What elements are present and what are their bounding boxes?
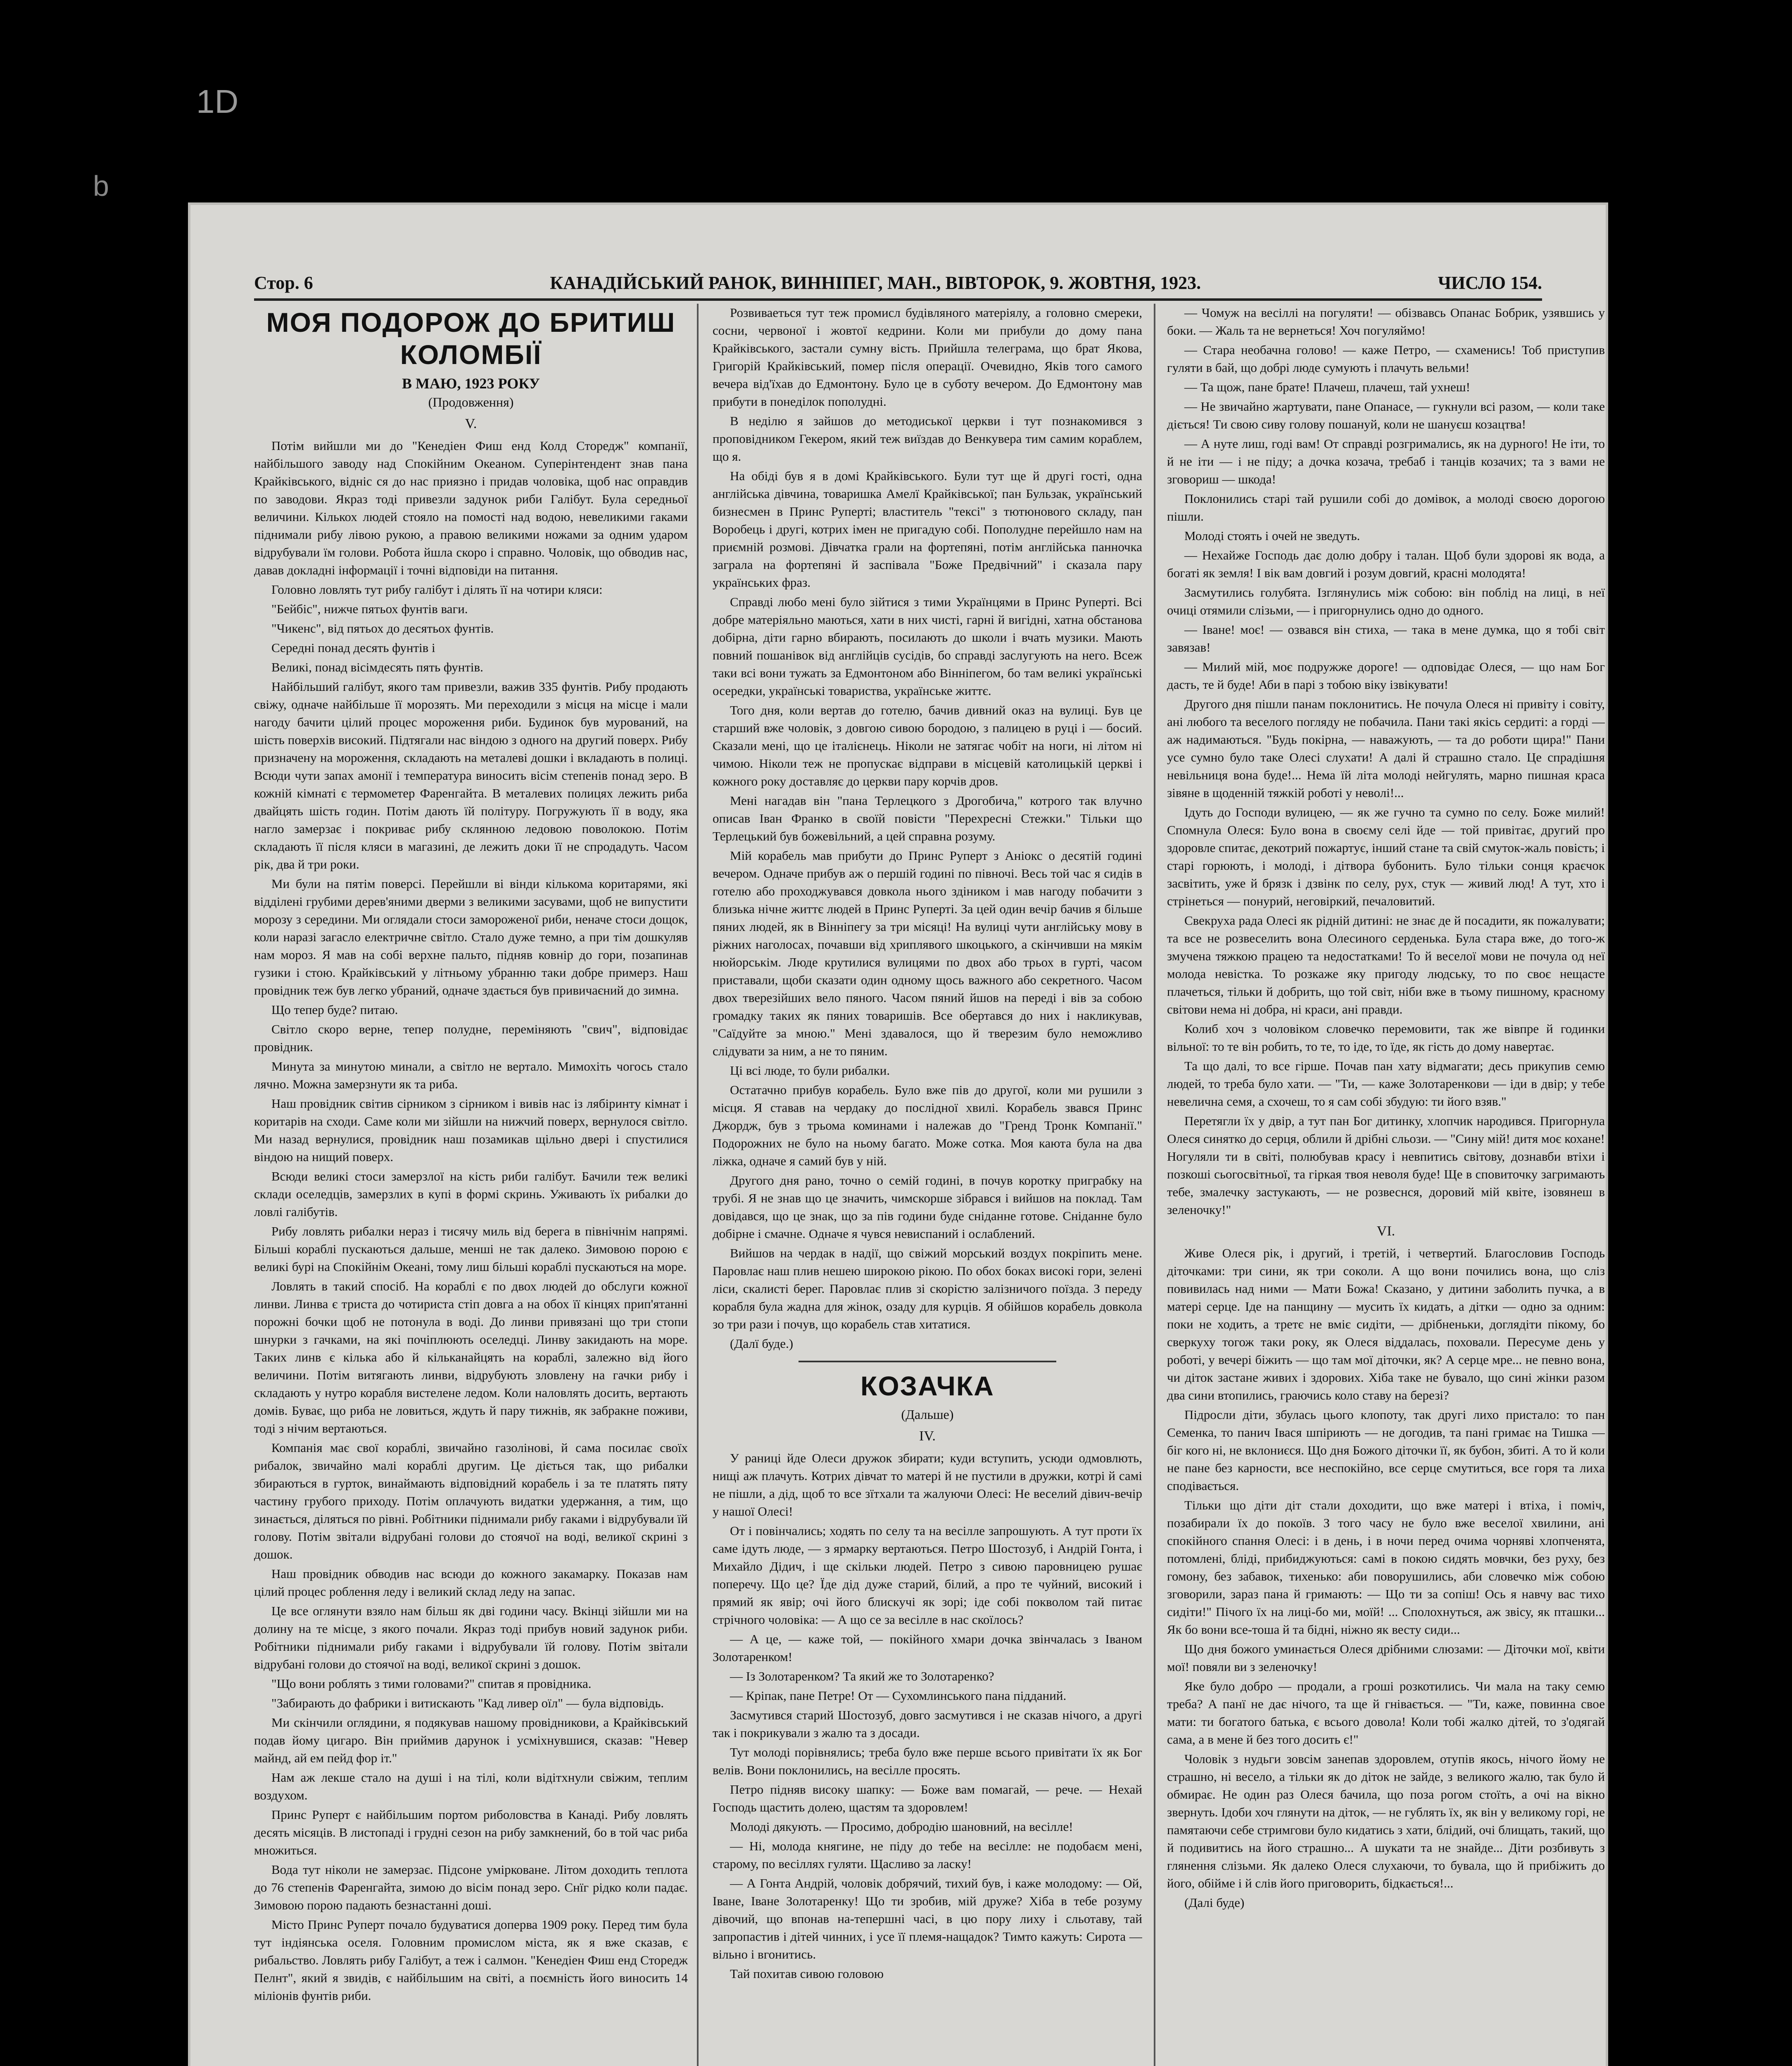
- paragraph: Потім вийшли ми до "Кенедіен Фиш енд Колд Сторедж" компанії, найбільшого заводу над Спокійним Океаном. Суперінтендент знав пана Крайківського, відніс ся до нас приязно і придав чоловіка, щоб нас оправдив по заводови. Якраз тоді привезли задунок риби Галібут. Була середньої величини. Кількох людей стояло на помості над водою, невеликими гаками піднимали рибу лівою рукою, а правою великими ножами за одним ударом відрубували їм голови. Робота йшла скоро і справно. Чоловік, що обводив нас, давав докладні інформації і точні відповіди на питання.: [254, 438, 688, 577]
- paragraph: Другого дня пішли панам поклонитись. Не почула Олеся ні привіту і совіту, ані любого та веселого погляду не побачила. Пани такі якісь сердиті: а горді — аж надимаються. "Будь покірна, — наважують, — та до роботи щира!" Пани усе сумно було таке Олесі слухати! А далі й страшно стало. Це спрадішня невільниця вона буде!... Нема їй літа молоді нейгулять, марно пишная краса зівяне в щоденній тяжкій роботі у неволі!...: [1167, 697, 1605, 800]
- paragraph: — Із Золотаренком? Та який же то Золотаренко?: [730, 1669, 994, 1683]
- corner-handwritten-mark: 1D: [196, 83, 239, 120]
- article-body-trip-continued: [713, 304, 1142, 1352]
- article-body-kozachka: [713, 1449, 1142, 1983]
- article-title-kozachka: КОЗАЧКА: [860, 1371, 994, 1401]
- paragraph: Ми були на пятім поверсі. Перейшли ві вінди кількома коритарями, які відділені грубими дерев'яними дверми з великими засувами, щоб не випустити морозу з середини. Ми оглядали стоси замороженої риби, неначе стоси дощок, коли наразі загасло електричне світло. Стало дуже темно, а при тім дошкуляв нам мороз. Я мав на собі верхне пальто, підняв ковнір до гори, позапинав гузики і стою. Крайківський у літньому убранню таки добре примерз. Наш провідник теж був легко убраний, одначе здається був привичаєний до зимна.: [254, 876, 688, 997]
- section-number: IV.: [919, 1428, 936, 1444]
- paragraph: Великі, понад вісімдесять пять фунтів.: [271, 660, 483, 674]
- paragraph: Свекруха рада Олесі як рідній дитині: не знає де й посадити, як пожалувати; та все не розвеселить вона Олесиного серденька. Була стара вже, до того-ж змучена тяжкою працею та недостатками! То й веселої мови не почула од неї молода невістка. То розкаже яку пригоду людську, то по своє нещасте плачеться, тільки й добрить, що той світ, ніби вже в тьому пишному, красному світови нема ні добра, ні краси, ані правди.: [1167, 913, 1605, 1016]
- paragraph: Вийшов на чердак в надії, що свіжий морський воздух покріпить мене. Паровлає наш плив нешею широкою рікою. По обох боках високі гори, зелені ліси, скалисті берег. Паровлає плив зі скорістю залізничого поїзда. З переду корабля була жадна для жінок, озаду для курців. Я обійшов корабель довкола зо три рази і почув, що корабель став хитатися.: [713, 1246, 1142, 1331]
- paragraph: — Милий мій, моє подружже дороге! — одповідає Олеся, — що нам Бог дасть, те й буде! Аби в парі з тобою віку ізвікувати!: [1167, 659, 1605, 692]
- paragraph: Молоді дякують. — Просимо, добродію шановний, на весілле!: [730, 1819, 1073, 1834]
- paragraph: Вода тут ніколи не замерзає. Підсоне умірковане. Літом доходить теплота до 76 степенів Фаренгайта, зимою до вісім понад зеро. Снїг рідко коли падає. Зимовою порою падають безнастанні доші.: [254, 1862, 688, 1912]
- paragraph: "Чикенс", від пятьох до десятьох фунтів.: [271, 621, 494, 636]
- paragraph: — Кріпак, пане Петре! От — Сухомлинського пана підданий.: [730, 1688, 1067, 1703]
- masthead: КАНАДІЙСЬКИЙ РАНОК, ВИННІПЕГ, МАН., ВІВТОРОК, 9. ЖОВТНЯ, 1923.: [550, 273, 1201, 293]
- paragraph: У раниці йде Олеси дружок збирати; куди вступить, усюди одмовлють, нищі аж плачуть. Котрих дівчат то матері й не пустили в дружки, котрі й самі не пішли, а дід, щоб то все зїтхали та жалуючи Олесі: Не веселий дівич-вечір у нашої Олесі!: [713, 1451, 1142, 1519]
- paragraph: Другого дня рано, точно о семій годині, в почув коротку приграбку на трубі. Я не знав що це значить, чимскорше зібрався і вийшов на поклад. Там довідався, що це знак, що за пів години буде сніданне готове. Сніданне було добірне і смачне. Одначе я чувся невиспаний і ослаблений.: [713, 1173, 1142, 1241]
- article-body-trip: [254, 437, 688, 2004]
- article-separator: [799, 1361, 1056, 1362]
- paragraph: — А це, — каже той, — покійного хмари дочка звінчалась з Іваном Золотаренком!: [713, 1632, 1142, 1664]
- paragraph: (Далі буде): [1184, 1895, 1245, 1910]
- column-1: [254, 304, 688, 2066]
- page-number: Стор. 6: [254, 273, 313, 293]
- article-body-kozachka-continued: [1167, 304, 1605, 1219]
- section-number: V.: [465, 416, 477, 431]
- paragraph: Наш провідник світив сірником з сірником і вивів нас із лябіринту кімнат і коритарів на сходи. Саме коли ми зійшли на нижчий поверх, вернулося світло. Ми назад вернулися, провідник наш позамикав щільно двері і спустилися віндою на нищий поверх.: [254, 1096, 688, 1164]
- paragraph: Чоловік з нудьги зовсім занепав здоровлем, отупів якось, нічого йому не страшно, ні весело, а тільки як до діток не зайде, з великого жалю, так було й обмирає. Не один раз Олеся бачила, що поза рогом стоїть, а очі на вікно звернуть. Ідоби хоч глянути на діток, — не гублять їх, як він у великому горі, не памятаючи себе стримгови було кидатись з хати, блідий, очі блищать, такий, що й подивитись на його страшно... А шукати та не знайде... Діти розбивуть з глянення слізьми. Як далеко Олеся слухаючи, то бувала, що й прибіжить до його, обійме і й слів його приговорить, бідкається!...: [1167, 1752, 1605, 1890]
- side-handwritten-mark: b: [93, 170, 109, 202]
- paragraph: Всюди великі стоси замерзлої на кість риби галібут. Бачили теж великі склади оселедців, замерзлих в купі в формі скринь. Уживають їх рибалки до ловлі галібутів.: [254, 1169, 688, 1219]
- paragraph: Тільки що діти діт стали доходити, що вже матері і втіха, і поміч, позабирали їх до покоїв. З того часу не було вже веселої хвилини, ані спокійного спання Олесі: і в день, і в ночи перед очима чорняві хлопченята, потомлені, бліді, прибиджуються: самі в покою сидять мовчки, без руху, без гомону, без забавок, тихенько: аби поворушились, аби словечко між собою зговорили, зараз пана й гримають: — Що ти за сопіш! Ось я навчу вас тихо сидіти!" Пічого їх на лиці-бо ми, моїй! ... Сполохнуться, аж звісу, як пташки... Як бо вони все-тоша й та бідні, ніжно як весту сиди...: [1167, 1498, 1605, 1637]
- section-number: VI.: [1376, 1223, 1395, 1239]
- paragraph: Головно ловлять тут рибу галібут і ділять її на чотири кляси:: [271, 582, 603, 597]
- paragraph: Принс Руперт є найбільшим портом риболовства в Канаді. Рибу ловлять десять місяців. В листопаді і грудні сезон на рибу замкнений, бо в той час риба множиться.: [254, 1807, 688, 1857]
- column-rule-1: [697, 304, 699, 2066]
- paragraph: Підросли діти, збулась цього клопоту, так другі лихо пристало: то пан Семенка, то панич Івася шпіриють — не догодив, та пані гримає на Тишка — біг кого ні, не вклониєся. Що дня Божого діточки її, як бубон, збиті. А то й коли не пане без карности, все неспокійно, все серце смутиться, все горя та лиха сподівається.: [1167, 1407, 1605, 1493]
- paragraph: Петро підняв високу шапку: — Боже вам помагай, — рече. — Нехай Господь щастить долею, щастям та здоровлем!: [713, 1782, 1142, 1814]
- paragraph: Молоді стоять і очей не зведуть.: [1184, 528, 1360, 543]
- paragraph: От і повінчались; ходять по селу та на весілле запрошують. А тут проти їх саме ідуть люде, — з ярмарку вертаються. Петро Шостозуб, і Андрій Гонта, і Михайло Дідич, і ще скільки людей. Петро з сивою паровницею рушає поперечу. Що це? Їде дід дуже старий, білий, а про те чуйний, високий і прямий як явір; очі його блискучі як зорі; іде собі покволом тай питає стрічного чоловіка: — А що се за весілле в нас скоїлось?: [713, 1523, 1142, 1627]
- paragraph: Це все оглянути взяло нам більш як дві години часу. Вкінці зійшли ми на долину на те місце, з якого почали. Якраз тоді прибув новий задунок риби. Робітники піднимали рибу гаками і відрубували їй голову. Потім звітали відрубані голови до стоячої на воді, великої скрині з дошок.: [254, 1604, 688, 1671]
- paragraph: Справді любо мені було зійтися з тими Українцями в Принс Руперті. Всі добре матеріяльно маються, хати в них чисті, гарні й вигідні, хатна обстанова добірна, діти гарно вбирають, посилають до школи і вчать музики. Мають повний пошанівок від англійців сусідів, бо справді заслугують на него. Всеж таки всі вони тужать за Едмонтоном або Вінніпегом, бо там великі українські осередки, українські товариства, українське життє.: [713, 595, 1142, 698]
- paragraph: Тут молоді порівнялись; треба було вже перше всього привітати їх як Бог велів. Вони поклонились, на весілле просять.: [713, 1745, 1142, 1777]
- paragraph: — Та щож, пане брате! Плачеш, плачеш, тай ухнеш!: [1184, 380, 1470, 394]
- paragraph: На обіді був я в домі Крайківського. Були тут ще й другі гості, одна англійська дівчина, товаришка Амелї Крайківської; пан Бульзак, український бизнесмен в Принс Руперті; властитель "тексі" з тютюнового складу, пан Воробець і другі, котрих імен не пригадую собі. Пополудне перейшло нам на приємній розмові. Дівчатка грали на фортепяні, потім англійська панночка заграла на фортепяні й заспівала "Боже Предвічний" і сказала пару українських фраз.: [713, 469, 1142, 590]
- paragraph: Місто Принс Руперт почало будуватися доперва 1909 року. Перед тим була тут індіянська оселя. Головним промислом міста, як я вже сказав, є рибальство. Ловлять рибу Галібут, а теж і салмон. "Кенедіен Фиш енд Сторедж Пелнт", який я звидів, є найбільшим на світі, а поємність його виносить 14 міліонів фунтів риби.: [254, 1917, 688, 2003]
- paragraph: "Бейбіс", нижче пятьох фунтів ваги.: [271, 602, 468, 616]
- paragraph: Рибу ловлять рибалки нераз і тисячу миль від берега в північнім напрямі. Більші кораблі пускаються дальше, менші не так далеко. Зимовою порою є великі бурі на Спокійнім Океані, тому лиш більші кораблі пускаються на море.: [254, 1224, 688, 1274]
- paragraph: Ловлять в такий спосіб. На кораблі є по двох людей до обслуги кожної линви. Линва є триста до чотириста стіп довга а на обох її кінцях прип'ятанні порожні бочки щоб не потонула в воді. До линви привязані що три стопи шнурки з гачками, на які почіплюють оселедці. Линву закидають на море. Таких линв є кілька або й кільканайцять на кораблі, залежно від його величини. Потім витягають линви, відрубують зловлену на гачки рибу і складають у нутро корабля вистелене ледом. Коли наловлять досить, вертають домів. Буває, що риба не ловиться, ждуть й пару тижнів, як забракне поживи, тоді з нічим вертаються.: [254, 1279, 688, 1435]
- paragraph: Поклонились старі тай рушили собі до домівок, а молоді своєю дорогою пішли.: [1167, 491, 1605, 524]
- paragraph: В неділю я зайшов до методиської церкви і тут познакомився з проповідником Гекером, який теж виїздав до Венкувера тим самим кораблем, що я.: [713, 414, 1142, 464]
- paragraph: Що дня божого уминається Олеся дрібними слюзами: — Діточки мої, квіти мої! повяли ви з зеленочку!: [1167, 1642, 1605, 1674]
- paragraph: Що тепер буде? питаю.: [271, 1002, 398, 1017]
- paragraph: Наш провідник обводив нас всюди до кожного закамарку. Показав нам цілий процес роблення леду і великий склад леду на запас.: [254, 1566, 688, 1599]
- paragraph: Найбільший галібут, якого там привезли, важив 335 фунтів. Рибу продають свіжу, одначе найбільше її морозять. Ми переходили з місця на місце і мали нагоду бачити цілий процес мороження риби. Будинок був мурований, на шість поверхів високий. Підтягали нас віндою з одного на другий поверх. Рибу призначену на мороження, складають на металеві дошки і вкладають в полиці. Всюди чути запах амонії і температура виносить вісім степенів понад зеро. В кожній кімнаті є термометер Фаренгайта. В металевих полицях лежить риба двайцять шість годин. Потім дають їй політуру. Погружують її в воду, яка нагло замерзає і покриває рибу склянною ледовою поволокою. Потім складають її після кляси в магазині, де лежить доки її не спродадуть. Часом рік, два й три роки.: [254, 679, 688, 871]
- paragraph: — Стара необачна голово! — каже Петро, — схаменись! Тоб приступив гуляти в бай, що добрі люде сумують і плачуть вельми!: [1167, 343, 1605, 375]
- paragraph: — А Гонта Андрій, чоловік добрячий, тихий був, і каже молодому: — Ой, Іване, Іване Золотаренку! Що ти зробив, мій друже? Хіба в тебе розуму дівочий, що впонав на-тепершні часі, в цю пору лиху і сльотаву, тай запропастив і дітей чинних, і усе її племя-нащадок? Тимто кажуть: Сирота — вільно і вгонитись.: [713, 1876, 1142, 1961]
- paragraph: Того дня, коли вертав до готелю, бачив дивний оказ на вулиці. Був це старший вже чоловік, з довгою сивою бородою, з палицею в руці і — босий. Сказали мені, що це італієнець. Ніколи не затягає чобіт на ноги, ні літом ні чимою. Ніколи теж не пропускає відправи в місцевій католицькій церкві і кожного року доставляє до церкви пару корчів дров.: [713, 703, 1142, 788]
- paragraph: — Нехайже Господь дає долю добру і талан. Щоб були здорові як вода, а богаті як земля! І вік вам довгий і розум довгий, красні молодята!: [1167, 548, 1605, 580]
- paragraph: Колиб хоч з чоловіком словечко перемовити, так же вівпре й годинки вільної: то те він робить, то те, то іде, то їде, як гість до дому навертає.: [1167, 1021, 1605, 1054]
- paragraph: Ці всі люде, то були рибалки.: [730, 1063, 890, 1078]
- paragraph: — Не звичайно жартувати, пане Опанасе, — гукнули всі разом, — коли таке діється! Ти свою сиву голову пошануй, коли не шануєш козацтва!: [1167, 399, 1605, 431]
- paragraph: "Забирають до фабрики і витискають "Кад ливер оїл" — була відповідь.: [271, 1696, 664, 1710]
- paragraph: Мій корабель мав прибути до Принс Руперт з Аніокс о десятій годині вечером. Одначе прибув аж о першій годині по півночі. Весь той час я сидів в готелю або проходжувався довкола нього здіником і мав нагоду побачити з близька нічне життє людей в Принс Руперті. За цей один вечір бачив я більше пяних людей, як в Вінніпегу за три місяці! На вулиці чути англійську мову в ріжних наголосах, почавши від хриплявого шкоцького, а скінчивши на мякім нюйорськім. Люде крутилися вулицями по двох або трьох в гурті, часом приставали, щоби сказати один одному щось важного або секретного. Часом двох тверезійших вело пяного. Часом пяний йшов на переді і вів за собою громадку таких як пяних товаришів. Все обертався до них і накликував, "Саїдуйте за мною." Мені здавалося, що й тверезим було неможливо слідувати за ним, а не то пяним.: [713, 848, 1142, 1058]
- paragraph: Світло скоро верне, тепер полудне, переміняють "свич", відповідає провідник.: [254, 1022, 688, 1054]
- article-title-trip: МОЯ ПОДОРОЖ ДО БРИТИШ КОЛОМБІЇ: [266, 307, 676, 370]
- column-3: [1167, 304, 1605, 1998]
- paragraph: (Далї буде.): [730, 1336, 794, 1351]
- issue-number: ЧИСЛО 154.: [1438, 273, 1542, 293]
- paragraph: Ми скінчили оглядини, я подякував нашому провідникови, а Крайківський подав йому цигаро. Він приймив дарунок і усміхнувшися, сказав: "Невер майнд, ай ем пейд фор іт.": [254, 1715, 688, 1765]
- paragraph: Засмутився старий Шостозуб, довго засмутився і не сказав нічого, а другі так і покрикували з жалю та з досади.: [713, 1708, 1142, 1740]
- paragraph: — Чомуж на весіллі на погуляти! — обізвавсь Опанас Бобрик, узявшись у боки. — Жаль та не вернеться! Хоч погуляймо!: [1167, 305, 1605, 338]
- article-continued: (Продовження): [428, 395, 514, 409]
- article-body-kozachka-part-six: [1167, 1244, 1605, 1911]
- paragraph: Нам аж лекше стало на душі і на тілі, коли відітхнули свіжим, теплим воздухом.: [254, 1770, 688, 1802]
- paragraph: "Що вони роблять з тими головами?" спитав я провідника.: [271, 1676, 592, 1691]
- paragraph: — А нуте лиш, годі вам! От справді розгримались, як на дурного! Не іти, то й не іти — і не піду; а дочка козача, требаб і танців козачих; та з вами не зговориш — шкода!: [1167, 436, 1605, 486]
- paragraph: — Ні, молода княгине, не піду до тебе на весілле: не подобаєм мені, старому, по весіллях гуляти. Щасливо за ласку!: [713, 1839, 1142, 1871]
- paragraph: Мені нагадав він "пана Терлецкого з Дрогобича," котрого так влучно описав Іван Франко в своїй повісти "Перехресні Стежки." Тільки що Терлецький був божевільний, а цей справна розуму.: [713, 793, 1142, 843]
- column-2: [713, 304, 1142, 2066]
- paragraph: — Іване! моє! — озвався він стиха, — така в мене думка, що я тобі світ завязав!: [1167, 622, 1605, 655]
- column-rule-2: [1154, 304, 1155, 2066]
- newspaper-page: [188, 202, 1608, 2066]
- paragraph: Розвиваеться тут теж промисл будівляного матеріялу, а головно смереки, сосни, червоної і жовтої кедрини. Коли ми прибули до дому пана Крайківського, застали сумну вість. Прийшла телеграма, що брат Якова, Григорій Крайківський, помер після операції. Очевидно, Яків того самого вечера від'їхав до Едмонтону. Було це в суботу вечером. До Едмонтону мав прибути в понеділок пополудні.: [713, 305, 1142, 409]
- paragraph: Перетягли їх у двір, а тут пан Бог дитинку, хлопчик народився. Пригорнула Олеся синятко до серця, облили й дрібні сльози. — "Сину мій! дитя моє кохане! Ногуляли ти в світі, полюбував красу і невпитись світову, дознавби втіхи і позкоші сьогосвітньої, та гіркая твоя неволя буде! Ще в сповиточку загримають тебе, змалечку застукають, — не розвеснся, доровий мій квіте, ізовянеш в зеленочку!": [1167, 1114, 1605, 1217]
- article-subtitle: В МАЮ, 1923 РОКУ: [402, 375, 540, 392]
- paragraph: Живе Олеся рік, і другий, і третій, і четвертий. Благословив Господь діточками: три сини, як три соколи. А що вони почились вона, що сліз повивилась над ними — Мати Божа! Сказано, у дитини заболить пучка, а в матері серце. Іде на панщину — мусить їх кидать, а дітки — одно за одним: поки не ходить, а третє не вміє сидіти, — дрібненьки, доглядіти пікому, бо сверкуху тогож таки року, як Олеся віддалась, поховали. Пересуме день у роботі, у вечері біжить — що там мої діточки, як? А серце мре... не певно вона, чи діток застане живих і здорових. Хіба таке не бувало, що сині жінки разом два сини втопились, граючись коло ставу на березі?: [1167, 1246, 1605, 1402]
- paragraph: Засмутились голубята. Ізглянулись між собою: він поблід на лиці, в неї очиці отямили слізьми, — і пригорнулись одно до одного.: [1167, 585, 1605, 617]
- paragraph: Компанія має свої кораблі, звичайно газолінові, й сама посилає своїх рибалок, звичайно малі кораблі другим. Це діється так, що рибалки збираються в гурток, винаймають відповідний корабель і за те платять пяту частину грубого приходу. Потім оплачують видатки удержання, а тим, що зинається, діляться по рівні. Робітники піднимали рибу гаками і відрубували їй голову. Потім звітали відрубані голови до стоячої на воді, великої скрині з дошок.: [254, 1440, 688, 1561]
- article-continued: (Дальше): [901, 1407, 954, 1422]
- paragraph: Яке було добро — продали, а гроші розкотились. Чи мала на таку семю треба? А панї не дає нічого, та ще й гнівається. — "Ти, каже, повинна свое мати: ти богатого батька, є всього довола! Коли тобі жалко дітей, то з'одягай сама, а в мене й без того досить є!": [1167, 1679, 1605, 1747]
- paragraph: Тай похитав сивою головою: [730, 1966, 884, 1981]
- paragraph: Минута за минутою минали, а світло не вертало. Мимохіть чогось стало лячно. Можна замерзнути як та риба.: [254, 1059, 688, 1091]
- paragraph: Та що далі, то все гірше. Почав пан хату відмагати; десь прикупив семю людей, то треба було хати. — "Ти, — каже Золотаренкови — іди в двір; у тебе невелична семя, а схочеш, то я сам собі збудую: ти його взяв.": [1167, 1059, 1605, 1109]
- paragraph: Ідуть до Господи вулицею, — як же гучно та сумно по селу. Боже милий! Спомнула Олеся: Було вона в своєму селі йде — той привітає, другий про здоровле спитає, декотрий пожартує, інший стане та свій смуток-жаль повість; і старі горюють, і молоді, і дітвора бубонить. Було тільки сонця краєчок засвітить, уже й брязк і дзвінк по селу, рух, стук — живий люд! А тут, хто і стрінеться — понурий, неговіркий, печаловитий.: [1167, 805, 1605, 908]
- paragraph: Середні понад десять фунтів і: [271, 640, 435, 655]
- page-header: [254, 258, 1542, 301]
- paragraph: Остатачно прибув корабель. Було вже пів до другої, коли ми рушили з місця. Я ставав на чердаку до послідної хвилі. Корабель звався Принс Джордж, був з трьома коминами і належав до "Гренд Тронк Компанії." Подорожних не було на ньому багато. Може сотка. Моя каюта була на два ліжка, одначе я самий був у ній.: [713, 1083, 1142, 1168]
